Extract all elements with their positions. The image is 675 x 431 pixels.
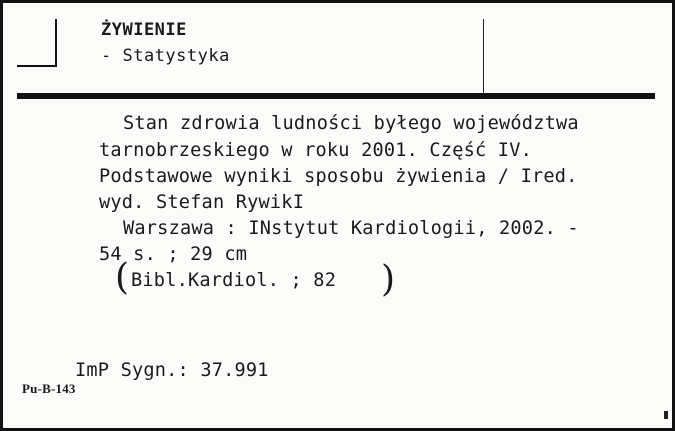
heavy-rule: [17, 93, 655, 99]
title-line-3: Podstawowe wyniki sposobu żywienia / Ired.: [99, 166, 578, 187]
call-number: ImP Sygn.: 37.991: [75, 360, 269, 381]
header-divider: [483, 19, 484, 95]
series-paren-close: ): [381, 259, 396, 300]
library-stamp: Pu-B-143: [22, 381, 76, 396]
series-paren-open: (: [115, 257, 130, 298]
imprint-line: Warszawa : INstytut Kardiologii, 2002. -: [123, 218, 579, 239]
corner-bracket: [17, 19, 57, 67]
edge-mark: [664, 411, 668, 419]
subject-heading: ŻYWIENIE: [101, 20, 187, 40]
title-line-1: Stan zdrowia ludności byłego województwa: [123, 113, 579, 134]
title-line-4: wyd. Stefan RywikI: [99, 192, 305, 213]
subject-subheading: - Statystyka: [101, 46, 230, 66]
title-line-2: tarnobrzeskiego w roku 2001. Część IV.: [99, 140, 532, 161]
series-statement: Bibl.Kardiol. ; 82: [131, 270, 337, 291]
physical-description: 54 s. ; 29 cm: [99, 244, 248, 265]
